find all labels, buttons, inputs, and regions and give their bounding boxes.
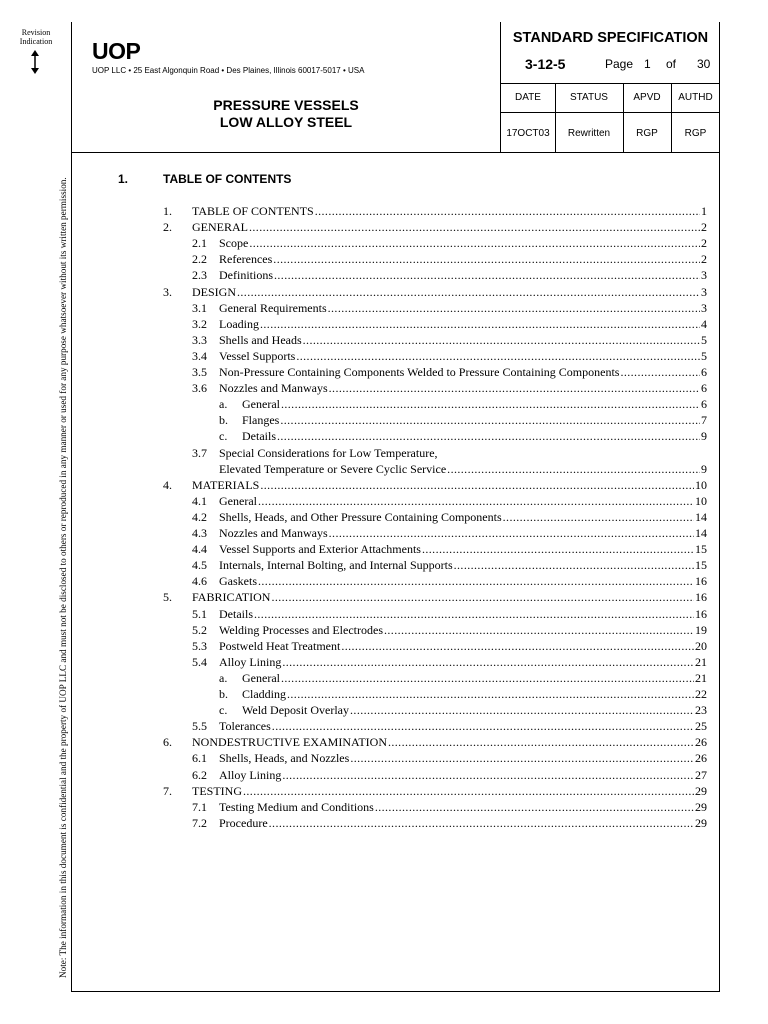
toc-entry-number: 5. <box>163 590 172 605</box>
toc-entry-label: Internals, Internal Bolting, and Internal Supports <box>219 558 453 573</box>
toc-entry[interactable] <box>0 573 768 589</box>
toc-leader-dots <box>620 364 700 380</box>
toc-leader-dots <box>281 670 694 686</box>
toc-entry-number: a. <box>219 397 228 412</box>
toc-entry-page: 3 <box>701 284 707 299</box>
toc-entry-label: DESIGN <box>192 284 236 299</box>
toc-entry-page: 10 <box>695 493 707 508</box>
toc-entry[interactable] <box>0 316 768 332</box>
toc-entry[interactable] <box>0 477 768 493</box>
toc-entry-label: General <box>242 670 280 685</box>
toc-entry[interactable] <box>0 815 768 831</box>
toc-entry[interactable] <box>0 412 768 428</box>
toc-leader-dots <box>282 654 694 670</box>
toc-leader-dots <box>329 380 700 396</box>
toc-entry-page: 5 <box>701 332 707 347</box>
toc-entry-label: Vessel Supports <box>219 348 296 363</box>
toc-entry-page: 9 <box>701 429 707 444</box>
toc-entry-number: 7.1 <box>192 799 207 814</box>
toc-entry-page: 23 <box>695 703 707 718</box>
toc-entry-label: Details <box>242 429 276 444</box>
toc-entry-page: 16 <box>695 606 707 621</box>
toc-entry-page: 7 <box>701 413 707 428</box>
toc-leader-dots <box>447 461 700 477</box>
toc-entry-number: 4.1 <box>192 493 207 508</box>
toc-entry-label: Shells, Heads, and Other Pressure Containing Components <box>219 509 502 524</box>
title-line-1: PRESSURE VESSELS <box>213 97 359 113</box>
toc-entry[interactable] <box>0 493 768 509</box>
toc-entry[interactable] <box>0 702 768 718</box>
toc-entry-number: 4.4 <box>192 542 207 557</box>
toc-leader-dots <box>237 284 700 300</box>
toc-leader-dots <box>287 686 694 702</box>
spec-header-top <box>501 22 720 84</box>
toc-leader-dots <box>282 767 694 783</box>
toc-entry-label: Non-Pressure Containing Components Welded to Pressure Containing Components <box>219 365 620 379</box>
toc-entry[interactable] <box>0 203 768 219</box>
toc-entry-page: 21 <box>695 654 707 669</box>
toc-entry[interactable] <box>0 251 768 267</box>
toc-entry-number: 6. <box>163 735 172 750</box>
spec-number: 3-12-5 <box>525 56 566 72</box>
toc-entry-page: 14 <box>695 509 707 524</box>
toc-entry[interactable] <box>0 799 768 815</box>
toc-leader-dots <box>258 573 694 589</box>
toc-entry-page: 22 <box>695 687 707 701</box>
toc-entry[interactable] <box>0 348 768 364</box>
toc-entry-label: Loading <box>219 316 259 331</box>
section-number: 1. <box>118 172 129 186</box>
toc-leader-dots <box>273 251 700 267</box>
toc-entry[interactable] <box>0 284 768 300</box>
toc-entry-label: Welding Processes and Electrodes <box>219 622 383 637</box>
toc-entry[interactable] <box>0 332 768 348</box>
col-apvd-header: APVD <box>633 92 661 103</box>
toc-entry-label: Shells and Heads <box>219 332 302 347</box>
toc-entry[interactable] <box>0 461 768 477</box>
toc-entry-page: 3 <box>701 300 707 315</box>
col-status-header: STATUS <box>570 92 608 103</box>
toc-entry-page: 4 <box>701 316 707 331</box>
toc-entry[interactable] <box>0 267 768 283</box>
toc-entry-label: GENERAL <box>192 220 248 235</box>
col-authd-header: AUTHD <box>678 92 713 103</box>
revision-arrow-icon <box>27 50 43 74</box>
toc-entry[interactable] <box>0 219 768 235</box>
confidentiality-note: Note: The information in this document is confidential and the property of UOP LLC and must not be disclosed to others or reproduced in any manner or used for any purpose whatsoever without its written permission. <box>58 177 68 978</box>
toc-entry-label: Details <box>219 606 253 621</box>
document-title <box>171 97 401 131</box>
toc-leader-dots <box>350 702 694 718</box>
toc-entry-number: 2.1 <box>192 236 207 251</box>
toc-entry-number: 5.2 <box>192 622 207 637</box>
col-date-header: DATE <box>515 92 541 103</box>
toc-entry-page: 10 <box>695 477 707 492</box>
toc-entry-page: 6 <box>701 381 707 396</box>
toc-entry-page: 26 <box>695 751 707 766</box>
toc-entry-number: 3.2 <box>192 316 207 331</box>
toc-entry-label: Flanges <box>242 413 280 428</box>
toc-entry-label: Shells, Heads, and Nozzles <box>219 751 350 766</box>
spec-header-box <box>500 22 720 153</box>
toc-entry-page: 16 <box>695 574 707 589</box>
toc-entry-page: 19 <box>695 622 707 637</box>
toc-leader-dots <box>503 509 694 525</box>
toc-entry-number: b. <box>219 687 228 701</box>
toc-entry-page: 15 <box>695 542 707 557</box>
toc-entry-page: 5 <box>701 348 707 363</box>
toc-leader-dots <box>388 734 694 750</box>
toc-entry-number: 4.3 <box>192 526 207 540</box>
toc-entry-page: 15 <box>695 558 707 573</box>
toc-leader-dots <box>375 799 694 815</box>
toc-leader-dots <box>341 638 694 654</box>
toc-entry-number: 6.1 <box>192 751 207 766</box>
toc-leader-dots <box>296 348 700 364</box>
toc-entry-label: Special Considerations for Low Temperature, <box>219 445 438 460</box>
toc-entry[interactable] <box>0 750 768 766</box>
toc-entry[interactable] <box>0 622 768 638</box>
toc-leader-dots <box>277 428 700 444</box>
toc-leader-dots <box>454 557 694 573</box>
toc-entry[interactable] <box>0 396 768 412</box>
authd-value: RGP <box>684 127 707 139</box>
toc-entry-number: 2.2 <box>192 252 207 267</box>
toc-entry-number: 5.1 <box>192 606 207 621</box>
toc-entry-number: 3.6 <box>192 381 207 396</box>
toc-entry-page: 9 <box>701 461 707 476</box>
toc-entry-number: 2.3 <box>192 268 207 283</box>
toc-entry-page: 6 <box>701 397 707 412</box>
toc-leader-dots <box>249 235 700 251</box>
toc-leader-dots <box>350 750 694 766</box>
toc-entry[interactable] <box>0 300 768 316</box>
toc-entry-label: TABLE OF CONTENTS <box>192 204 314 218</box>
toc-leader-dots <box>329 525 694 541</box>
toc-entry[interactable] <box>0 654 768 670</box>
toc-entry[interactable] <box>0 380 768 396</box>
toc-leader-dots <box>328 300 700 316</box>
toc-entry-label: Alloy Lining <box>219 767 282 782</box>
toc-entry[interactable] <box>0 686 768 702</box>
toc-leader-dots <box>280 412 700 428</box>
toc-leader-dots <box>384 622 694 638</box>
toc-entry-label: Definitions <box>219 268 273 283</box>
toc-entry-label: Vessel Supports and Exterior Attachments <box>219 542 421 557</box>
toc-entry-number: 7.2 <box>192 815 207 830</box>
toc-entry-page: 6 <box>701 365 707 379</box>
toc-leader-dots <box>258 493 694 509</box>
page-number: 1 <box>644 57 651 71</box>
toc-entry-label: General <box>219 493 257 508</box>
toc-leader-dots <box>274 267 700 283</box>
toc-entry-label: Procedure <box>219 815 268 830</box>
toc-entry-page: 1 <box>701 204 707 218</box>
toc-entry-number: 5.5 <box>192 719 207 734</box>
toc-leader-dots <box>422 541 694 557</box>
toc-entry-page: 29 <box>695 815 707 830</box>
toc-entry-number: 3.7 <box>192 445 207 460</box>
toc-entry[interactable] <box>0 445 768 461</box>
toc-entry-label: References <box>219 252 273 267</box>
toc-leader-dots <box>260 316 700 332</box>
toc-entry-number: 7. <box>163 783 172 798</box>
toc-entry-number: 3.3 <box>192 332 207 347</box>
toc-leader-dots <box>249 219 700 235</box>
toc-entry-number: 4.2 <box>192 509 207 524</box>
title-line-2: LOW ALLOY STEEL <box>219 114 353 130</box>
toc-leader-dots <box>271 589 694 605</box>
apvd-value: RGP <box>636 127 658 139</box>
toc-entry-label: TESTING <box>192 783 242 798</box>
toc-entry-label: Weld Deposit Overlay <box>242 703 350 718</box>
toc-leader-dots <box>254 606 694 622</box>
toc-entry-page: 25 <box>695 719 707 734</box>
toc-entry[interactable] <box>0 589 768 605</box>
revision-indication-label: Revision Indication <box>19 28 53 46</box>
toc-entry-page: 26 <box>695 735 707 750</box>
toc-entry-label: FABRICATION <box>192 590 271 605</box>
toc-entry-number: b. <box>219 413 228 428</box>
date-value: 17OCT03 <box>506 127 550 139</box>
toc-entry[interactable] <box>0 235 768 251</box>
standard-specification-label: STANDARD SPECIFICATION <box>512 30 709 46</box>
toc-entry[interactable] <box>0 670 768 686</box>
toc-entry-number: 3.1 <box>192 300 207 315</box>
toc-entry[interactable] <box>0 525 768 541</box>
toc-leader-dots <box>243 783 694 799</box>
toc-entry[interactable] <box>0 718 768 734</box>
toc-entry-page: 14 <box>695 526 707 540</box>
toc-leader-dots <box>269 815 694 831</box>
toc-entry-page: 21 <box>695 670 707 685</box>
toc-entry[interactable] <box>0 541 768 557</box>
toc-entry[interactable] <box>0 557 768 573</box>
uop-logo: UOP <box>92 38 141 64</box>
toc-entry-page: 2 <box>701 236 707 251</box>
toc-entry[interactable] <box>0 428 768 444</box>
toc-entry-label: General <box>242 397 280 412</box>
toc-entry-number: 5.3 <box>192 638 207 653</box>
toc-entry-label: Elevated Temperature or Severe Cyclic Service <box>219 461 447 476</box>
toc-entry-number: 6.2 <box>192 767 207 782</box>
toc-entry-number: 5.4 <box>192 654 207 669</box>
toc-entry-label: Scope <box>219 236 249 251</box>
toc-entry[interactable] <box>0 783 768 799</box>
toc-entry-page: 2 <box>701 252 707 267</box>
toc-leader-dots <box>315 203 700 219</box>
toc-entry-number: 3.5 <box>192 365 207 379</box>
page-label: Page <box>605 57 634 71</box>
toc-entry-page: 2 <box>701 220 707 235</box>
toc-entry-label: Nozzles and Manways <box>219 381 328 396</box>
toc-entry-page: 27 <box>695 767 707 782</box>
section-title: TABLE OF CONTENTS <box>163 172 292 186</box>
toc-entry-label: Alloy Lining <box>219 654 282 669</box>
toc-entry[interactable] <box>0 606 768 622</box>
toc-entry-label: Testing Medium and Conditions <box>219 799 374 814</box>
status-value: Rewritten <box>567 127 611 139</box>
toc-entry-label: Cladding <box>242 687 286 701</box>
toc-entry-page: 3 <box>701 268 707 283</box>
toc-entry[interactable] <box>0 767 768 783</box>
toc-entry-label: Tolerances <box>219 719 271 734</box>
toc-entry-number: 3. <box>163 284 172 299</box>
toc-entry-label: Gaskets <box>219 574 257 589</box>
toc-entry-page: 20 <box>695 638 707 653</box>
toc-entry-number: 2. <box>163 220 172 235</box>
toc-entry-number: c. <box>219 429 228 444</box>
toc-entry-label: MATERIALS <box>192 477 260 492</box>
toc-entry[interactable] <box>0 638 768 654</box>
toc-entry-label: NONDESTRUCTIVE EXAMINATION <box>192 735 387 750</box>
toc-leader-dots <box>303 332 700 348</box>
toc-leader-dots <box>260 477 694 493</box>
toc-entry[interactable] <box>0 509 768 525</box>
toc-entry-number: 4.5 <box>192 558 207 573</box>
toc-entry-number: 3.4 <box>192 348 207 363</box>
toc-entry[interactable] <box>0 734 768 750</box>
toc-entry-page: 29 <box>695 799 707 814</box>
toc-leader-dots <box>281 396 700 412</box>
toc-entry-page: 16 <box>695 590 707 605</box>
company-address: UOP LLC • 25 East Algonquin Road • Des Plaines, Illinois 60017-5017 • USA <box>92 66 365 75</box>
toc-leader-dots <box>272 718 694 734</box>
toc-entry-number: 1. <box>163 204 172 218</box>
toc-entry-label: Nozzles and Manways <box>219 526 328 540</box>
toc-entry-number: c. <box>219 703 228 718</box>
toc-entry-label: Postweld Heat Treatment <box>219 638 341 653</box>
toc-entry-number: a. <box>219 670 228 685</box>
toc-entry-number: 4.6 <box>192 574 207 589</box>
toc-entry-page: 29 <box>695 783 707 798</box>
toc-entry-label: General Requirements <box>219 300 327 315</box>
of-label: of <box>666 57 677 71</box>
toc-entry[interactable] <box>0 364 768 380</box>
total-pages: 30 <box>697 57 711 71</box>
toc-entry-number: 4. <box>163 477 172 492</box>
